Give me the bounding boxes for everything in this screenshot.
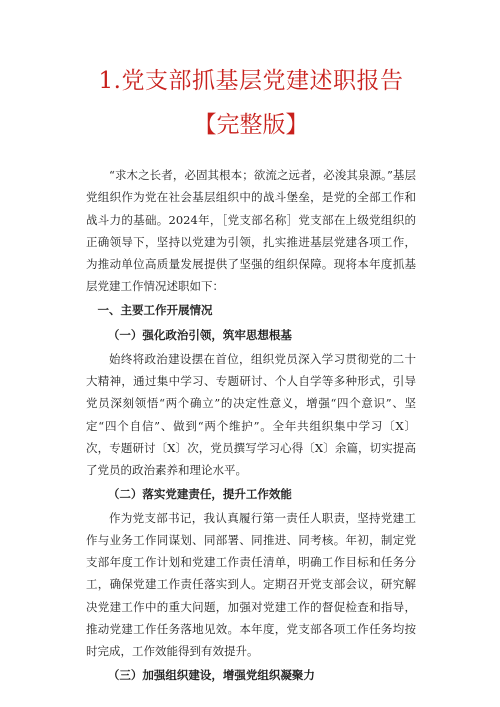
subsection-paragraph-2: 作为党支部书记，我认真履行第一责任人职责，坚持党建工作与业务工作同谋划、同部署、同推进、同考核。年初，制定党支部年度工作计划和党建工作责任清单，明确工作目标和任务分工，确保党建工作责任落实到人。定期召开党支部会议，研究解决党建工作中的重大问题，加强对党建工作的督促检查和指导，推动党建工作任务落地见效。本年度，党支部各项工作任务均按时完成，工作效能得到有效提升。: [86, 510, 416, 659]
title-block: [86, 0, 416, 142]
subsection-paragraph-1: 始终将政治建设摆在首位，组织党员深入学习贯彻党的二十大精神，通过集中学习、专题研讨、个人自学等多种形式，引导党员深刻领悟“两个确立”的决定性意义，增强“四个意识”、坚定“四个自信”、做到“两个维护”。全年共组织集中学习〔X〕次，专题研讨〔X〕次，党员撰写学习心得〔X〕余篇，切实提高了党员的政治素养和理论水平。: [86, 351, 416, 478]
document-title: 1.党支部抓基层党建述职报告: [98, 68, 404, 94]
section-heading-1: 一、主要工作开展情况: [97, 302, 213, 317]
subsection-heading-2: （二）落实党建责任，提升工作效能: [107, 486, 292, 501]
intro-paragraph: “求木之长者，必固其根本；欲流之远者，必浚其泉源。”基层党组织作为党在社会基层组织中的战斗堡垒，是党的全部工作和战斗力的基础。2024年，［党支部名称］党支部在上级党组织的正确领导下，坚持以党建为引领，扎实推进基层党建各项工作，为推动单位高质量发展提供了坚强的组织保障。现将本年度抓基层党建工作情况述职如下：: [86, 168, 416, 294]
subsection-heading-3: （三）加强组织建设，增强党组织凝聚力: [107, 667, 315, 682]
document-subtitle: 【完整版】: [193, 112, 309, 138]
subsection-heading-1: （一）强化政治引领，筑牢思想根基: [107, 327, 292, 342]
document-body: [86, 164, 416, 688]
